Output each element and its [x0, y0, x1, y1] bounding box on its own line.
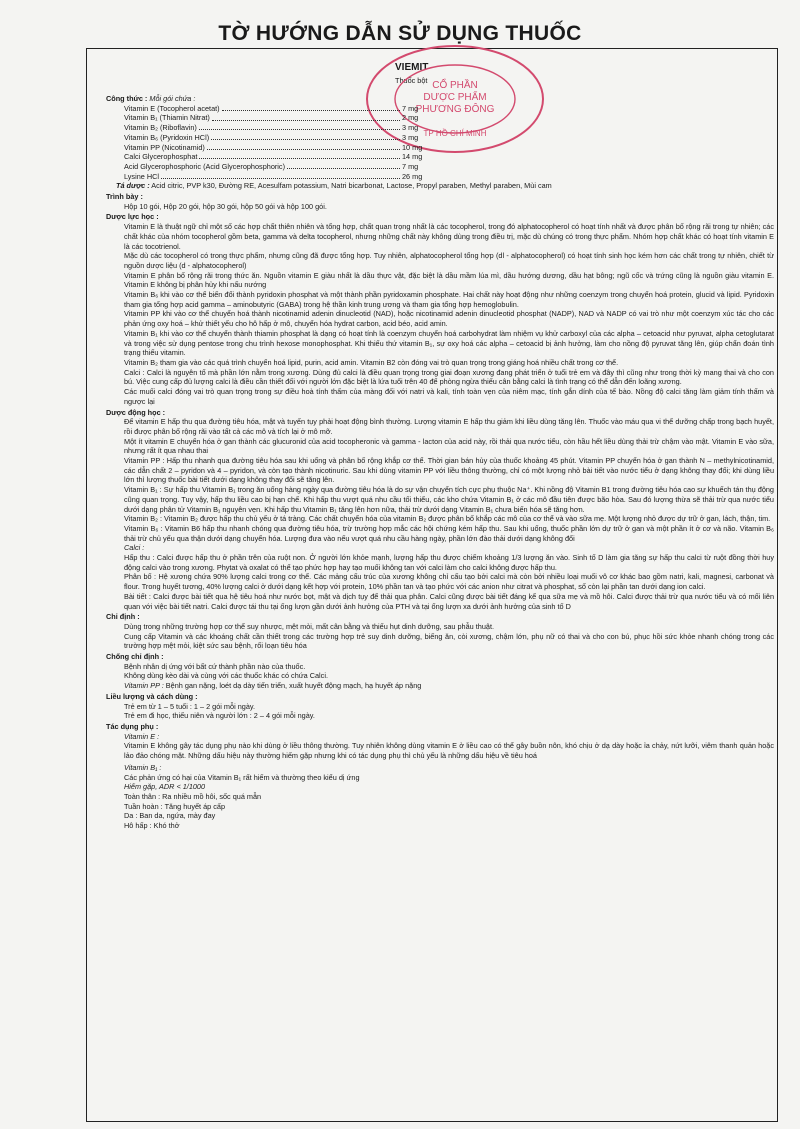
pharmacokinetics-paragraph: Vitamin B₁ : Sự hấp thu Vitamin B₁ trong ăn uống hàng ngày qua đường tiêu hóa là do sự vận chuyển tích cực phụ thuộc Na⁺. Khi nồng độ Vitamin B1 trong đường tiêu hóa cao sự khuếch tán thụ động cũng quan trọng. Tuy vậy, hấp thu liều cao bị hạn chế. Khi hấp thu vượt quá nhu cầu tối thiểu, các kho chứa Vitamin B₁ ở các mô đầu tiên được bão hòa. Sau đó lượng thừa sẽ thải trừ qua nước tiểu dưới dạng phân tử Vitamin B₁ nguyên vẹn. Khi hấp thu Vitamin B₁ tăng lên hơn nữa, thải trừ dưới dạng Vitamin B₁ chưa biến hóa sẽ tăng hơn.: [124, 485, 774, 514]
formula-row: [124, 152, 444, 162]
pharmacokinetics-list: [106, 417, 774, 543]
calci-paragraph: Bài tiết : Calci được bài tiết qua hệ tiêu hoá như nước bọt, mật và dịch tụy để thải qua phân. Calci cũng được bài tiết đáng kể qua sữa mẹ và mồ hôi. Calci được thải trừ qua nước tiểu và có mối liên quan với việc bài tiết natri. Calci được tái thu tại ống lượn gần dưới ảnh hưởng của PTH và tại ống lượn xa dưới ảnh hưởng của sinh tố D: [124, 591, 774, 611]
ingredient-amount: 3 mg: [402, 123, 419, 133]
dosage-list: [106, 702, 774, 721]
se-vitb1-label: Vitamin B₁ :: [124, 762, 162, 772]
pharmacokinetics-paragraph: Để vitamin E hấp thu qua đường tiêu hóa, mật và tuyến tụy phải hoạt động bình thường. Lượng vitamin E hấp thu giảm khi liều dùng tăng lên. Thuốc vào máu qua vi thể dưỡng chấp trong bạch huyết, rồi được phân bố rộng rãi vào tất cả các mô và tích lại ở mô mỡ.: [124, 417, 774, 436]
ingredient-amount: 7 mg: [402, 103, 419, 113]
pharmacology-paragraph: Vitamin E phân bố rộng rãi trong thức ăn. Nguồn vitamin E giàu nhất là dầu thực vật, đặc biệt là dầu mầm lúa mì, dầu hướng dương, dầu hạt bông; ngũ cốc và trứng cũng là nguồn giàu vitamin E. Vitamin E không bị phân hủy khi nấu nướng: [124, 270, 774, 290]
excipients: Tá dược : Acid citric, PVP k30, Đường RE, Acesulfam potassium, Natri bicarbonat, Lactose, Propyl paraben, Methyl paraben, Mùi cam: [116, 181, 552, 191]
dotted-leader: [207, 143, 400, 150]
formula-row: [124, 172, 444, 182]
dotted-leader: [211, 133, 400, 140]
ingredient-amount: 2 mg: [402, 113, 419, 123]
pharmacology-paragraph: Vitamin B₆ khi vào cơ thể biến đổi thành pyridoxin phosphat và một thành phần pyridoxamin phosphate. Hai chất này hoạt động như những coenzym trong chuyển hoá protein, glucid và lipid. Pyridoxin tham gia tổng hợp acid gamma – aminobutyric (GABA) trong hệ thần kinh trung ương và tham gia tổng hợp hemoglobulin.: [124, 290, 774, 309]
ingredient-amount: 14 mg: [402, 152, 423, 162]
ingredient-amount: 26 mg: [402, 171, 423, 181]
indication-paragraph: Dùng trong những trường hợp cơ thể suy nhược, mệt mỏi, mất cân bằng và thiếu hụt dinh dưỡng, sau phẫu thuật.: [124, 621, 495, 631]
pharmacokinetics-paragraph: Một ít vitamin E chuyển hóa ở gan thành các glucuronid của acid tocopheronic và gamma - lacton của acid này, rồi thải qua nước tiểu, còn hầu hết liều dùng thải trừ chậm vào mật. Vitamin E vào sữa, nhưng rất ít qua nhau thai: [124, 436, 774, 456]
ingredient-amount: 3 mg: [402, 132, 419, 142]
ingredient-name: Vitamin B₆ (Pyridoxin HCl): [124, 132, 210, 142]
contraindications-heading: Chống chỉ định :: [106, 652, 164, 662]
page-title: TỜ HƯỚNG DẪN SỬ DỤNG THUỐC: [218, 22, 582, 45]
product-name: VIEMIT: [395, 62, 429, 73]
ingredient-name: Acid Glycerophosphoric (Acid Glycerophosphoric): [124, 161, 286, 171]
contraindications-list: [106, 662, 774, 681]
ingredient-amount: 7 mg: [402, 161, 419, 171]
se-vitb1-text: Các phản ứng có hại của Vitamin B₁ rất hiếm và thường theo kiểu dị ứng: [124, 772, 360, 782]
pharmacokinetics-paragraph: Vitamin B₂ : Vitamin B₂ được hấp thu chủ yếu ở tá tràng. Các chất chuyển hóa của vitamin B₂ được phân bố khắp các mô của cơ thể và vào sữa mẹ. Một lượng nhỏ được dự trữ ở gan, lách, thận, tim.: [124, 514, 771, 524]
ingredient-amount: 10 mg: [402, 142, 423, 152]
dotted-leader: [199, 123, 400, 130]
pharmacology-paragraph: Vitamin B₁ khi vào cơ thể chuyển thành thiamin phosphat là dạng có hoạt tính là coenzym chuyển hoá carbohydrat làm nhiệm vụ khử carboxyl của các alpha – cetoacid như pyruvat, alpha cetoglutarat và trong việc sử dụng pentose trong chu trình hexose monophosphat. Khi thiếu thứ vitamin B₁, sự oxy hoá các alpha – cetoacid bị ảnh hưởng, làm cho nồng độ pyruvat tăng lên, giúp chẩn đoán tình trạng thiếu vitamin.: [124, 328, 774, 358]
indication-paragraph: Cung cấp Vitamin và các khoáng chất cần thiết trong các trường hợp trẻ suy dinh dưỡng, biếng ăn, còi xương, chậm lớn, phụ nữ có thai và cho con bú, phục hồi sức khỏe nhanh chóng trong các trường hợp mệt mỏi, kiệt sức sau bệnh, rối loạn tiêu hóa: [124, 631, 774, 651]
svg-text:CỔ PHẦN: CỔ PHẦN: [432, 80, 478, 91]
formula-row: [124, 123, 444, 133]
dotted-leader: [287, 162, 400, 169]
pharmacology-paragraph: Calci : Calci là nguyên tố mà phần lớn nằm trong xương. Dùng đủ calci là điều quan trọng trong giai đoạn xương đang phát triển ở tuổi trẻ em và đây thì cũng như trong thời kỳ mang thai và cho con bú. Việc cung cấp đủ lượng calci là điều cần thiết đối với người lớn đặc biệt là lứa tuổi trên 40 để phòng ngừa thiếu cân bằng calci là tình trạng có thể dẫn đến loãng xương.: [124, 367, 774, 387]
calci-paragraph: Hấp thu : Calci được hấp thu ở phần trên của ruột non. Ở người lớn khỏe mạnh, lượng hấp thu được chiếm khoảng 1/3 lượng ăn vào. Sinh tố D làm gia tăng sự hấp thu calci từ ruột đồng thời huy động calci vào trong xương. Phytat và oxalat có thể tạo phức hợp hay tạo muối không tan với calci làm cho calci không được hấp thu.: [124, 553, 774, 572]
svg-text:PHƯƠNG ĐÔNG: PHƯƠNG ĐÔNG: [415, 104, 495, 115]
pharmacokinetics-paragraph: Vitamin B₆ : Vitamin B6 hấp thu nhanh chóng qua đường tiêu hóa, trừ trường hợp mắc các hội chứng kém hấp thu. Sau khi uống, thuốc phần lớn dự trữ ở gan và một phần ít ở cơ và não. Vitamin B₆ thải trừ chủ yếu qua thận dưới dạng chuyển hóa. Lượng đưa vào nếu vượt quá nhu cầu hàng ngày, phần lớn đào thải dưới dạng không đổi: [124, 523, 774, 543]
indications-list: [106, 622, 774, 651]
formula-row: [124, 133, 444, 143]
formula-row: [124, 162, 444, 172]
pharmacology-paragraph: Các muối calci đóng vai trò quan trọng trong sự điều hoà tính thấm của màng đối với natri và kali, tính toàn vẹn của niêm mạc, tính gắn dính của tế bào. Nồng độ calci tăng làm giảm tính thấm và ngược lại: [124, 387, 774, 406]
contraindication-paragraph: Bệnh nhân dị ứng với bất cứ thành phần nào của thuốc.: [124, 661, 306, 671]
dotted-leader: [199, 152, 400, 159]
pharmacokinetics-paragraph: Vitamin PP : Hấp thu nhanh qua đường tiêu hóa sau khi uống và phân bố rộng khắp cơ thể. Thời gian bán hủy của thuốc khoảng 45 phút. Vitamin PP chuyển hóa ở gan thành N – methylnicotinamid, các dẫn chất 2 – pyridon và 4 – pyridon, và còn tạo thành nicotinuric. Sau khi dùng vitamin PP với liều thông thường, chỉ có một lượng nhỏ bài tiết vào nước tiểu ở dạng không thay đổi; khi dùng liều lớn thì lượng thuốc bài tiết dưới dạng không thay đổi sẽ tăng lên.: [124, 456, 774, 485]
ingredient-name: Lysine HCl: [124, 171, 160, 181]
rare-effect-item: Tuần hoàn : Tăng huyết áp cấp: [124, 801, 226, 811]
pk-calci-label: Calci :: [124, 543, 145, 553]
pharmacology-list: [106, 222, 774, 406]
product-subtitle: Thuốc bột: [395, 76, 428, 85]
calci-paragraph: Phân bố : Hệ xương chứa 90% lượng calci trong cơ thể. Các mảng cấu trúc của xương không chỉ cấu tạo bởi calci mà còn bởi nhiều loại muối vô cơ khác bao gồm natri, kali, magnesi, carbonat và flour. Trong huyết tương, 40% lượng calci ở dưới dạng kết hợp với protein, 10% phần tan và tạo phức với các anion như citrat và phosphat, số còn lại phần tan dưới dạng ion calci.: [124, 572, 774, 592]
formula-row: [124, 104, 444, 114]
presentation-heading: Trình bày :: [106, 192, 143, 202]
formula-list: [106, 104, 774, 182]
formula-row: [124, 143, 444, 153]
rare-effect-item: Toàn thân : Ra nhiều mồ hôi, sốc quá mẫn: [124, 791, 262, 801]
dotted-leader: [212, 113, 400, 120]
indications-heading: Chỉ định :: [106, 612, 140, 622]
contraindication-paragraph: Không dùng kèo dài và cùng với các thuốc khác có chứa Calci.: [124, 671, 328, 681]
dosage-heading: Liều lượng và cách dùng :: [106, 691, 198, 701]
pharmacology-paragraph: Mặc dù các tocopherol có trong thực phẩm, nhưng cũng đã được tổng hợp. Tuy nhiên, alphatocopherol tổng hợp (dl - alphatocopherol) có hoạt tính sinh học kém hơn các chất trong tự nhiên, chiết từ nguồn dược liệu (d - alphatocopherol): [124, 251, 774, 270]
ingredient-name: Vitamin B₂ (Riboflavin): [124, 123, 197, 133]
rare-effect-item: Hô hấp : Khó thở: [124, 821, 180, 831]
formula-row: [124, 113, 444, 123]
pharmacology-heading: Dược lực học :: [106, 212, 159, 222]
svg-text:DƯỢC PHẨM: DƯỢC PHẨM: [423, 92, 487, 103]
pharmacology-paragraph: Vitamin E là thuật ngữ chỉ một số các hợp chất thiên nhiên và tổng hợp, chất quan trọng nhất là các tocopherol, trong đó alphatocopherol có hoạt tính nhất và được phân bố rộng rãi trong tự nhiên; các chất khác của nhóm tocopherol gồm beta, gamma và delta tocopherol, nhưng những chất này không dùng trong điều trị, mặc dù chúng có trong thực phẩm. Nhóm hợp chất khác có hoạt tính vitamin E là các tocotrienol.: [124, 222, 774, 251]
dosage-paragraph: Trẻ em từ 1 – 5 tuổi : 1 – 2 gói mỗi ngày.: [124, 701, 256, 711]
dosage-paragraph: Trẻ em đi học, thiếu niên và người lớn : 2 – 4 gói mỗi ngày.: [124, 711, 315, 721]
ingredient-name: Vitamin B₁ (Thiamin Nitrat): [124, 113, 210, 123]
pharmacokinetics-calci-list: [106, 553, 774, 611]
svg-text:TP HỒ CHÍ MINH: TP HỒ CHÍ MINH: [423, 129, 487, 138]
se-vite-text: Vitamin E không gây tác dụng phụ nào khi dùng ở liều thông thường. Tuy nhiên không dùng vitamin E ở liều cao có thể gây buồn nôn, khó chịu ở dạ dày hoặc ỉa chảy, nứt lưỡi, viêm thanh quản hoặc lảo đảo chóng mặt. Những dấu hiệu này thường hiếm gặp nhưng khi có tác dụng phụ thì chủ yếu là những dấu hiệu về tiêu hoá: [124, 741, 774, 761]
pharmacokinetics-heading: Dược động học :: [106, 407, 166, 417]
ingredient-name: Calci Glycerophosphat: [124, 152, 198, 162]
side-effects-heading: Tác dụng phụ :: [106, 722, 159, 731]
rare-effect-item: Da : Ban da, ngứa, mày đay: [124, 811, 216, 821]
contra-vitpp: Vitamin PP : Bệnh gan nặng, loét dạ dày tiến triển, xuất huyết động mạch, hạ huyết áp nặng: [124, 681, 422, 691]
ingredient-name: Vitamin E (Tocopherol acetat): [124, 103, 220, 113]
pharmacology-paragraph: Vitamin B₂ tham gia vào các quá trình chuyển hoá lipid, purin, acid amin. Vitamin B2 còn đóng vai trò quan trọng trong giáng hoá nhiều chất trong cơ thể.: [124, 357, 619, 367]
dotted-leader: [161, 172, 400, 179]
formula-heading: Công thức : Mỗi gói chứa :: [106, 94, 196, 103]
ingredient-name: Vitamin PP (Nicotinamid): [124, 142, 205, 152]
pharmacology-paragraph: Vitamin PP khi vào cơ thể chuyển hoá thành nicotinamid adenin dinucleotid (NAD), hoặc nicotinamid adenin dinucleotid phosphat (NADP), NAD và NADP có vai trò như một coenzym xúc tác cho các phản ứng oxy hoá – khử thiết yếu cho hô hấp ở mô, chuyển hóa hydrat carbon, acid béo, acid amin.: [124, 309, 774, 329]
se-vite-label: Vitamin E :: [124, 731, 160, 741]
rare-effects-list: [106, 792, 774, 831]
presentation-text: Hộp 10 gói, Hộp 20 gói, hộp 30 gói, hộp 50 gói và hộp 100 gói.: [124, 201, 327, 211]
se-rare-label: Hiếm gặp, ADR < 1/1000: [124, 782, 206, 792]
document-body: [106, 93, 774, 831]
dotted-leader: [222, 104, 400, 111]
